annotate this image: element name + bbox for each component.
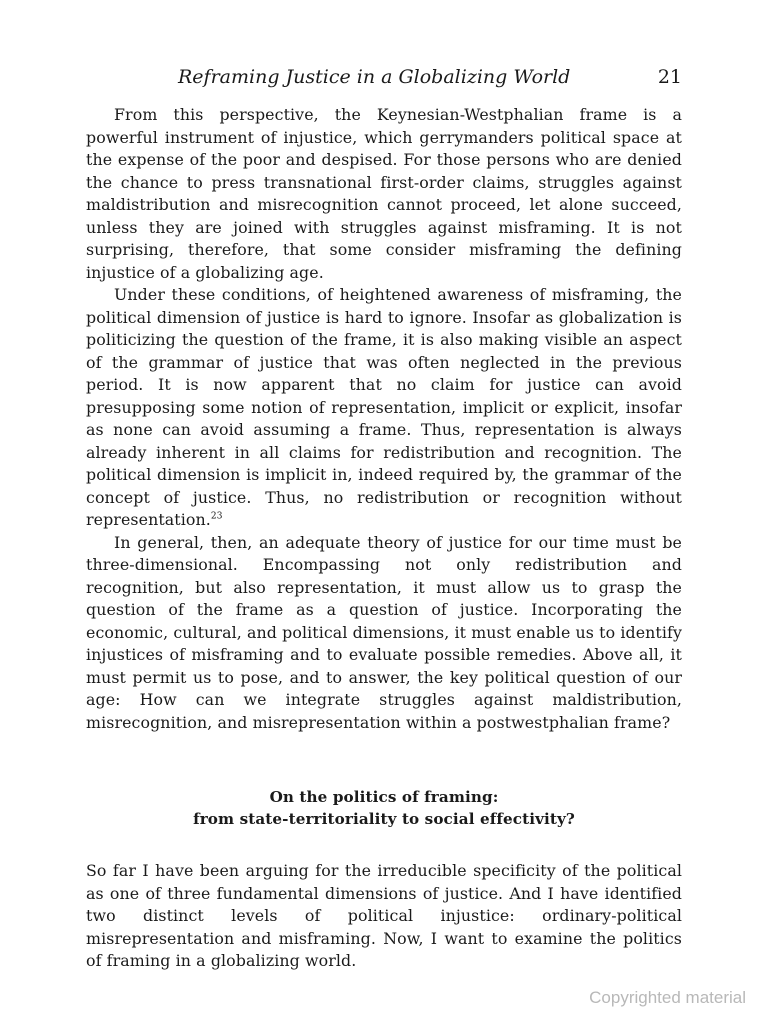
copyright-watermark: Copyrighted material — [589, 988, 746, 1007]
section-heading-line-1: On the politics of framing: — [269, 788, 499, 806]
section-heading — [86, 786, 682, 830]
running-header — [86, 66, 682, 96]
paragraph-2-text: Under these conditions, of heightened awareness of misframing, the political dimension of justice is hard to ignore. Insofar as globalization is politicizing the question of the frame, it is also making visible an aspect of the grammar of justice that was often neglected in the previous period. It is now apparent that no claim for justice can avoid presupposing some notion of representation, implicit or explicit, insofar as none can avoid assuming a frame. Thus, representation is always already inherent in all claims for redistribution and recognition. The political dimension is implicit in, indeed required by, the grammar of the concept of justice. Thus, no redistribution or recognition without representation. — [86, 285, 682, 529]
book-page — [86, 66, 682, 973]
paragraph-1-text: From this perspective, the Keynesian-Westphalian frame is a powerful instrument of injustice, which gerrymanders political space at the expense of the poor and despised. For those persons who are denied the chance to press transnational first-order claims, struggles against maldistribution and misrecognition cannot proceed, let alone succeed, unless they are joined with struggles against misframing. It is not surprising, therefore, that some consider misframing the defining injustice of a globalizing age. — [86, 105, 682, 282]
paragraph-3-text: In general, then, an adequate theory of justice for our time must be three-dimensional. Encompassing not only redistribution and recognition, but also representation, it must allow us to grasp the question of the frame as a question of justice. Incorporating the economic, cultural, and political dimensions, it must enable us to identify injustices of misframing and to evaluate possible remedies. Above all, it must permit us to pose, and to answer, the key political question of our age: How can we integrate struggles against maldistribution, misrecognition, and misrepresentation within a postwestphalian frame? — [86, 532, 682, 732]
paragraph-3 — [86, 532, 682, 735]
body-text — [86, 104, 682, 973]
running-title: Reframing Justice in a Globalizing World — [178, 66, 571, 88]
section-paragraph — [86, 860, 682, 973]
paragraph-1 — [86, 104, 682, 284]
section-heading-line-2: from state-territoriality to social effectivity? — [193, 810, 575, 828]
page-number: 21 — [657, 66, 682, 88]
paragraph-2 — [86, 284, 682, 532]
section-paragraph-text: So far I have been arguing for the irreducible specificity of the political as one of three fundamental dimensions of justice. And I have identified two distinct levels of political injustice: ordinary-political misrepresentation and misframing. Now, I want to examine the politics of framing in a globalizing world. — [86, 861, 682, 970]
footnote-marker[interactable]: 23 — [210, 511, 223, 522]
